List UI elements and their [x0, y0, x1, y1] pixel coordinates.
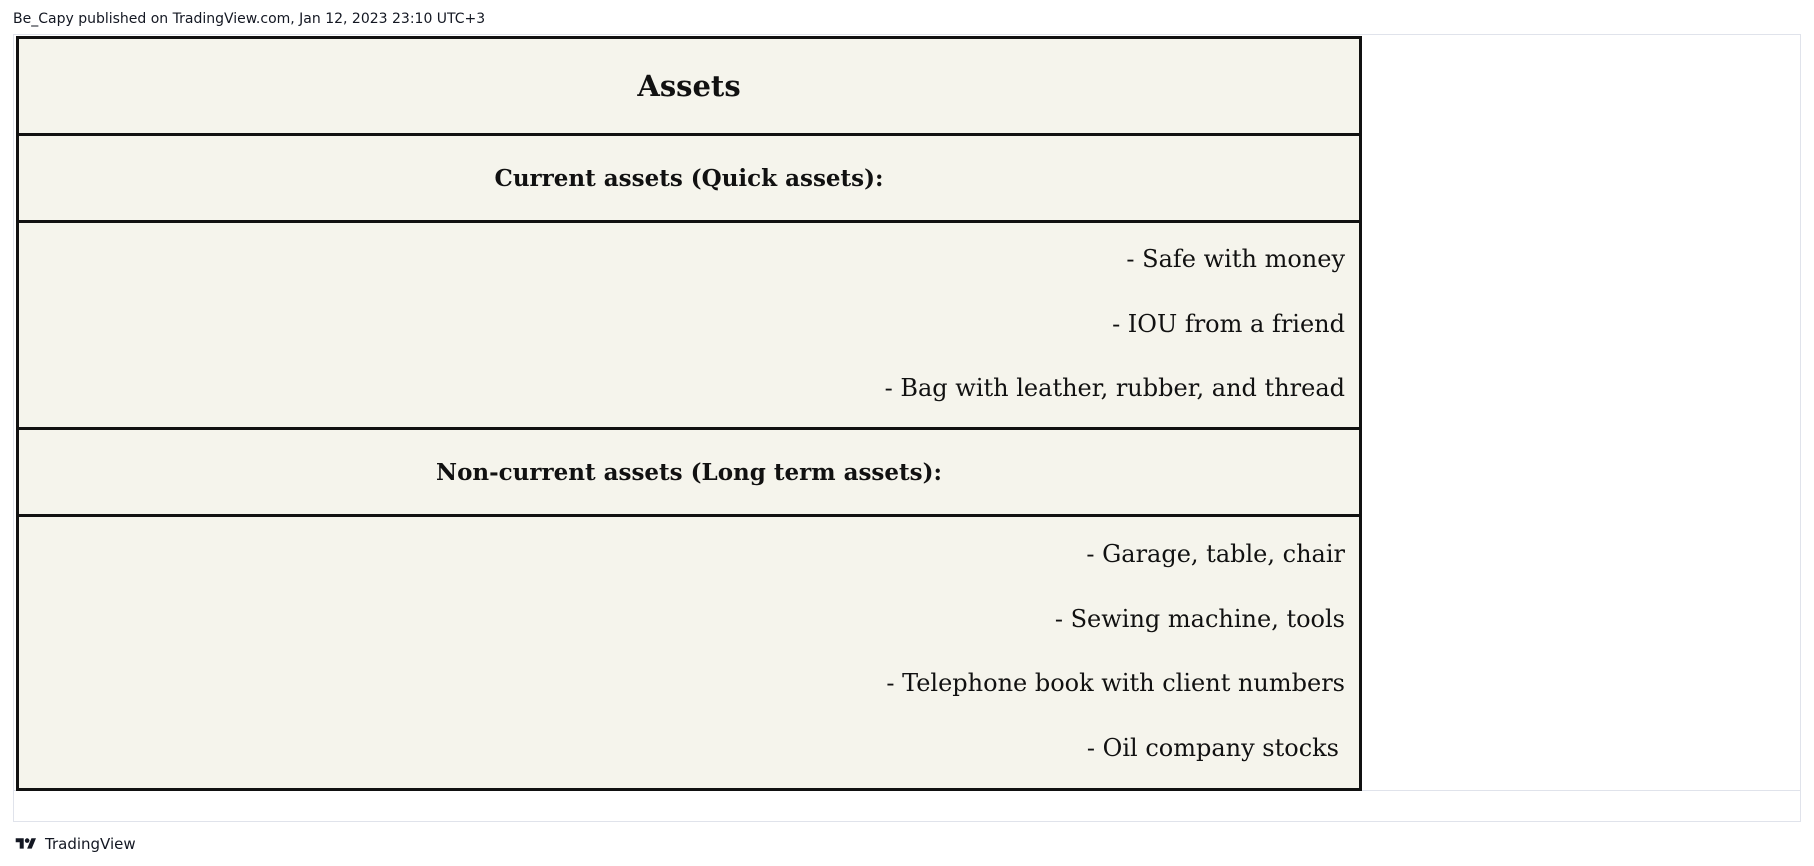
noncurrent-assets-heading-row: [19, 430, 1359, 517]
list-item: - Safe with money: [1126, 245, 1345, 273]
current-assets-heading: Current assets (Quick assets):: [494, 164, 884, 192]
chart-pane: [14, 35, 1800, 791]
publish-note: Be_Capy published on TradingView.com, Jan 12, 2023 23:10 UTC+3: [13, 11, 486, 27]
assets-table: [16, 36, 1362, 791]
table-title: Assets: [637, 69, 741, 103]
list-item: - Telephone book with client numbers: [886, 669, 1345, 697]
chart-frame: [13, 34, 1801, 822]
list-item: - Garage, table, chair: [1086, 540, 1345, 568]
tradingview-logo-icon: [13, 836, 39, 852]
tradingview-brand-link[interactable]: [13, 834, 136, 854]
list-item: - Sewing machine, tools: [1054, 604, 1345, 633]
list-item: - IOU from a friend: [1112, 309, 1345, 338]
noncurrent-assets-list: [19, 517, 1359, 792]
list-item: - Oil company stocks: [1086, 733, 1339, 762]
current-assets-heading-row: [19, 136, 1359, 223]
noncurrent-assets-heading: Non-current assets (Long term assets):: [436, 458, 942, 486]
brand-name: TradingView: [45, 835, 136, 853]
current-assets-list: [19, 223, 1359, 430]
table-title-row: [19, 39, 1359, 136]
list-item: - Bag with leather, rubber, and thread: [884, 374, 1345, 402]
